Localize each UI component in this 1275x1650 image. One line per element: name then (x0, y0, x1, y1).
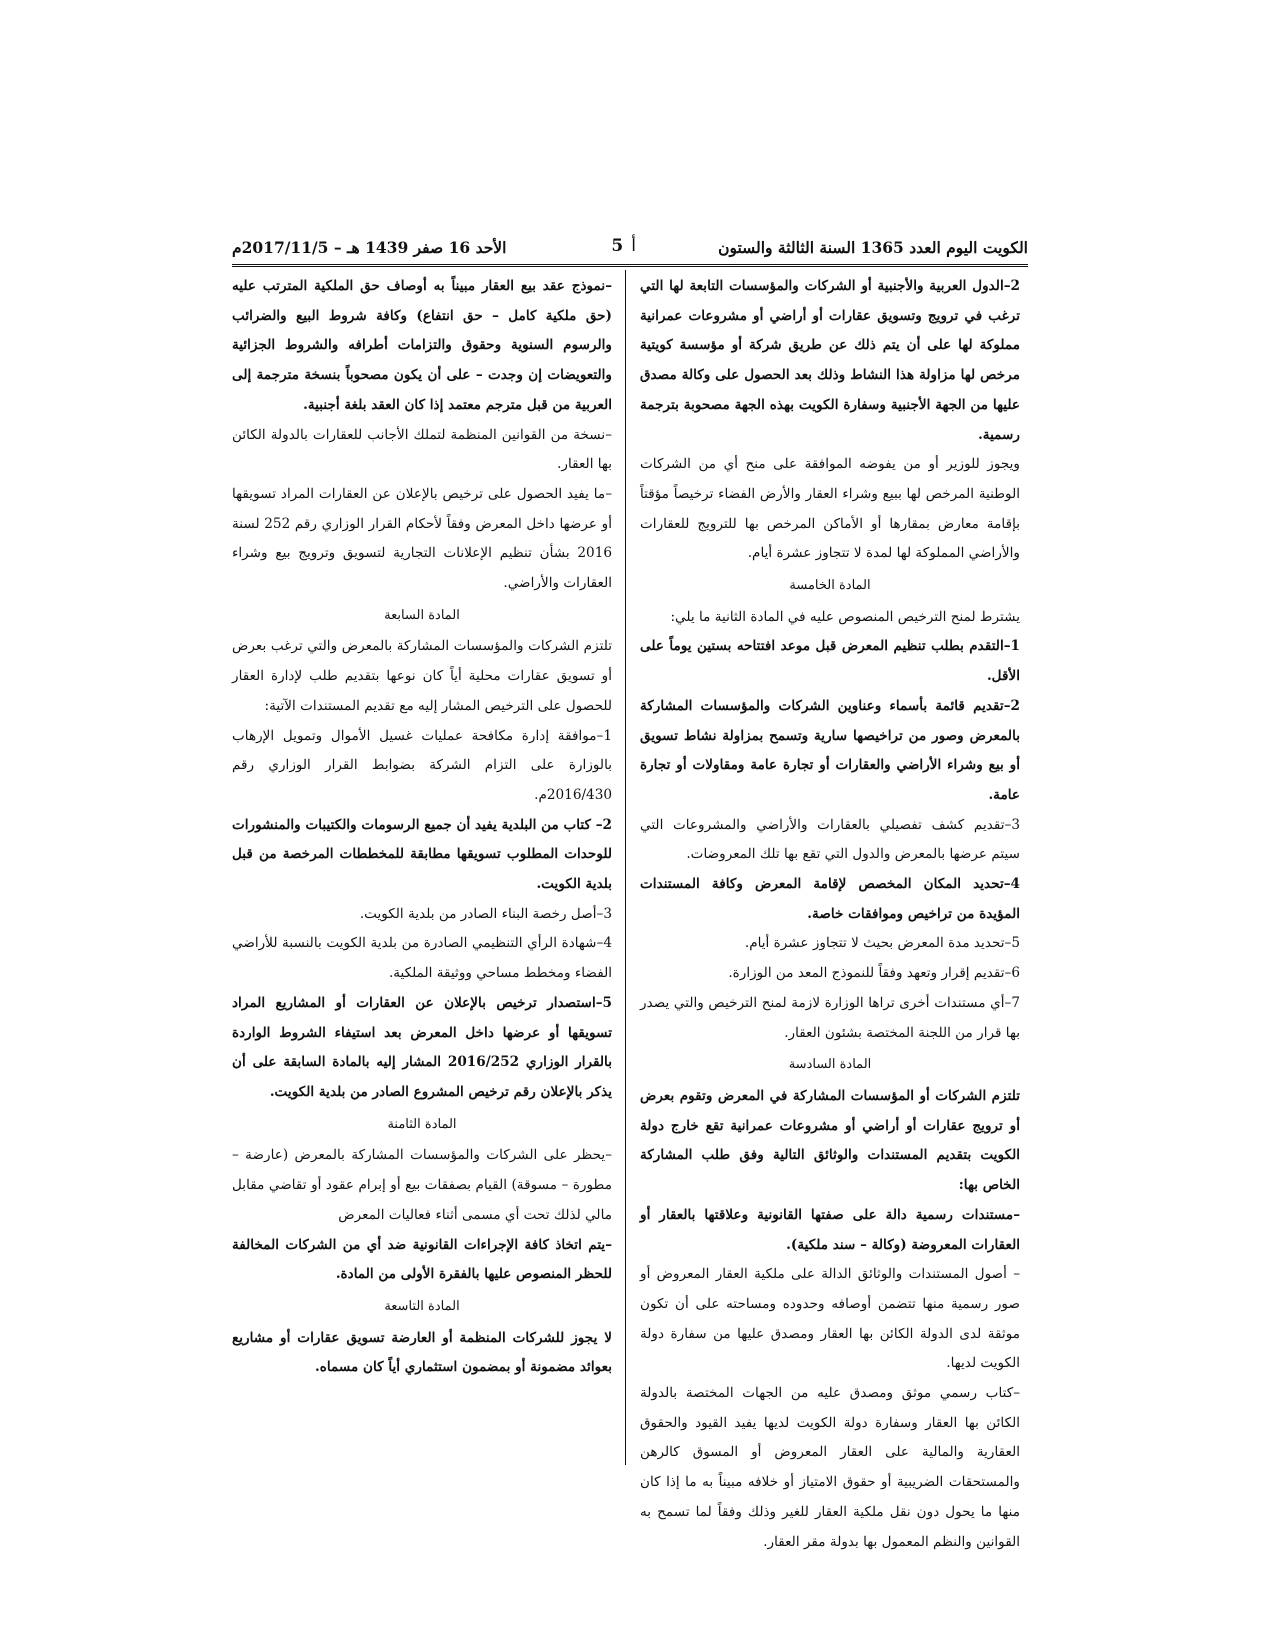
paragraph: –نسخة من القوانين المنظمة لتملك الأجانب للعقارات بالدولة الكائن بها العقار. (232, 426, 612, 473)
paragraph: –نموذج عقد بيع العقار مبيناً به أوصاف حق الملكية المترتب عليه (حق ملكية كامل – حق انتفاع) وكافة شروط البيع والضرائب والرسوم السنوية وحقوق والتزامات أطرافه والشروط الجزائية والتعويضات إن وجدت – على أن يكون مصحوباً بنسخة مترجمة إلى العربية من قبل مترجم معتمد إذا كان العقد بلغة أجنبية. (232, 278, 612, 413)
paragraph: 5–تحديد مدة المعرض بحيث لا تتجاوز عشرة أيام. (744, 935, 1020, 952)
article-heading: المادة السابعة (384, 607, 460, 623)
paragraph: 2–الدول العربية والأجنبية أو الشركات والمؤسسات التابعة لها التي ترغب في ترويج وتسويق عقارات أو أراضي أو مشروعات عمرانية مملوكة لها على أن يتم ذلك عن طريق شركة أو مؤسسة كويتية مرخص لها مزاولة هذا النشاط وذلك بعد الحصول على وكالة مصدق عليها من الجهة الأجنبية وسفارة الكويت بهذه الجهة مصحوبة بترجمة رسمية. (640, 278, 1020, 443)
paragraph: –مستندات رسمية دالة على صفتها القانونية وعلاقتها بالعقار أو العقارات المعروضة (وكالة – سند ملكية). (640, 1206, 1020, 1253)
paragraph: –ما يفيد الحصول على ترخيص بالإعلان عن العقارات المراد تسويقها أو عرضها داخل المعرض وفقاً لأحكام القرار الوزاري رقم 252 لسنة 2016 بشأن تنظيم الإعلانات التجارية لتسويق وترويج بيع وشراء العقارات والأراضي. (232, 485, 612, 592)
column-divider (625, 270, 626, 1465)
paragraph: 2–تقديم قائمة بأسماء وعناوين الشركات والمؤسسات المشاركة بالمعرض وصور من تراخيصها سارية وتسمح بمزاولة نشاط تسويق أو بيع وشراء الأراضي والعقارات أو تجارة عامة ومقاولات أو تجارة عامة. (640, 697, 1020, 803)
paragraph: 2– كتاب من البلدية يفيد أن جميع الرسومات والكتيبات والمنشورات للوحدات المطلوب تسويقها مطابقة للمخططات المرخصة من قبل بلدية الكويت. (231, 816, 612, 893)
paragraph: 4–شهادة الرأي التنظيمي الصادرة من بلدية الكويت بالنسبة للأراضي الفضاء ومخطط مساحي ووثيقة الملكية. (232, 935, 612, 982)
paragraph: –كتاب رسمي موثق ومصدق عليه من الجهات المختصة بالدولة الكائن بها العقار وسفارة دولة الكويت لديها يفيد القيود والحقوق العقارية والمالية على العقار المعروض أو المسوق كالرهن والمستحقات الضريبية أو حقوق الامتياز أو خلافه مبيناً به ما إذا كان منها ما يحول دون نقل ملكية العقار للغير وذلك وفقاً لما تسمح به القوانين والنظم المعمول بها بدولة مقر العقار. (640, 1385, 1020, 1550)
page-mark: أ (631, 236, 636, 256)
article-heading: المادة التاسعة (384, 1298, 460, 1314)
paragraph: –يتم اتخاذ كافة الإجراءات القانونية ضد أي من الشركات المخالفة للحظر المنصوص عليها بالفقرة الأولى من المادة. (232, 1236, 612, 1283)
article-heading: المادة الثامنة (387, 1116, 457, 1132)
page-number (611, 236, 636, 256)
paragraph: تلتزم الشركات أو المؤسسات المشاركة في المعرض وتقوم بعرض أو ترويج عقارات أو أراضي أو مشروعات عمرانية تقع خارج دولة الكويت بتقديم المستندات والوثائق التالية وفق طلب المشاركة الخاص بها: (640, 1087, 1020, 1194)
paragraph: يشترط لمنح الترخيص المنصوص عليه في المادة الثانية ما يلي: (670, 608, 1020, 625)
header-divider (232, 264, 1028, 267)
paragraph: – أصول المستندات والوثائق الدالة على ملكية العقار المعروض أو صور رسمية منها تتضمن أوصافه وحدوده ومساحته على أن تكون موثقة لدى الدولة الكائن بها العقار ومصدق عليها من سفارة دولة الكويت لديها. (640, 1266, 1020, 1372)
paragraph: 7–أي مستندات أخرى تراها الوزارة لازمة لمنح الترخيص والتي يصدر بها قرار من اللجنة المختصة بشئون العقار. (640, 994, 1020, 1041)
article-heading: المادة الخامسة (789, 578, 871, 594)
issue-date: الأحد 16 صفر 1439 هـ – 2017/11/5م (232, 238, 507, 257)
paragraph: 1–موافقة إدارة مكافحة عمليات غسيل الأموال وتمويل الإرهاب بالوزارة على التزام الشركة بضوابط القرار الوزاري رقم 2016/430م. (232, 727, 612, 803)
publication-title: الكويت اليوم العدد 1365 السنة الثالثة والستون (718, 238, 1028, 257)
paragraph: 4–تحديد المكان المخصص لإقامة المعرض وكافة المستندات المؤيدة من تراخيص وموافقات خاصة. (640, 876, 1020, 922)
paragraph: 3–أصل رخصة البناء الصادر من بلدية الكويت. (359, 905, 612, 922)
left-column (232, 272, 612, 1383)
paragraph: –يحظر على الشركات والمؤسسات المشاركة بالمعرض (عارضة – مطورة – مسوقة) القيام بصفقات بيع أو إبرام عقود أو تقاضي مقابل مالي لذلك تحت أي مسمى أثناء فعاليات المعرض (232, 1147, 612, 1223)
right-column (640, 272, 1020, 1557)
paragraph: ويجوز للوزير أو من يفوضه الموافقة على منح أي من الشركات الوطنية المرخص لها ببيع وشراء العقار والأرض الفضاء ترخيصاً مؤقتاً بإقامة معارض بمقارها أو الأماكن المرخص بها للترويج للعقارات والأراضي المملوكة لها لمدة لا تتجاوز عشرة أيام. (640, 456, 1020, 562)
paragraph: 5–استصدار ترخيص بالإعلان عن العقارات أو المشاريع المراد تسويقها أو عرضها داخل المعرض بعد استيفاء الشروط الواردة بالقرار الوزاري 2016/252 المشار إليه بالمادة السابقة على أن يذكر بالإعلان رقم ترخيص المشروع الصادر من بلدية الكويت. (232, 994, 612, 1100)
paragraph: 3–تقديم كشف تفصيلي بالعقارات والأراضي والمشروعات التي سيتم عرضها بالمعرض والدول التي تقع بها تلك المعروضات. (640, 816, 1020, 863)
paragraph: 6–تقديم إقرار وتعهد وفقاً للنموذج المعد من الوزارة. (728, 965, 1020, 982)
article-heading: المادة السادسة (788, 1057, 872, 1073)
paragraph: لا يجوز للشركات المنظمة أو العارضة تسويق عقارات أو مشاريع بعوائد مضمونة أو بمضمون استثماري أياً كان مسماه. (232, 1329, 612, 1376)
paragraph: 1–التقدم بطلب تنظيم المعرض قبل موعد افتتاحه بستين يوماً على الأقل. (640, 638, 1020, 685)
page-number-value: 5 (611, 236, 624, 256)
page-header (232, 234, 1028, 264)
paragraph: تلتزم الشركات والمؤسسات المشاركة بالمعرض والتي ترغب بعرض أو تسويق عقارات محلية أياً كان نوعها بتقديم طلب لإدارة العقار للحصول على الترخيص المشار إليه مع تقديم المستندات الآتية: (232, 638, 612, 714)
